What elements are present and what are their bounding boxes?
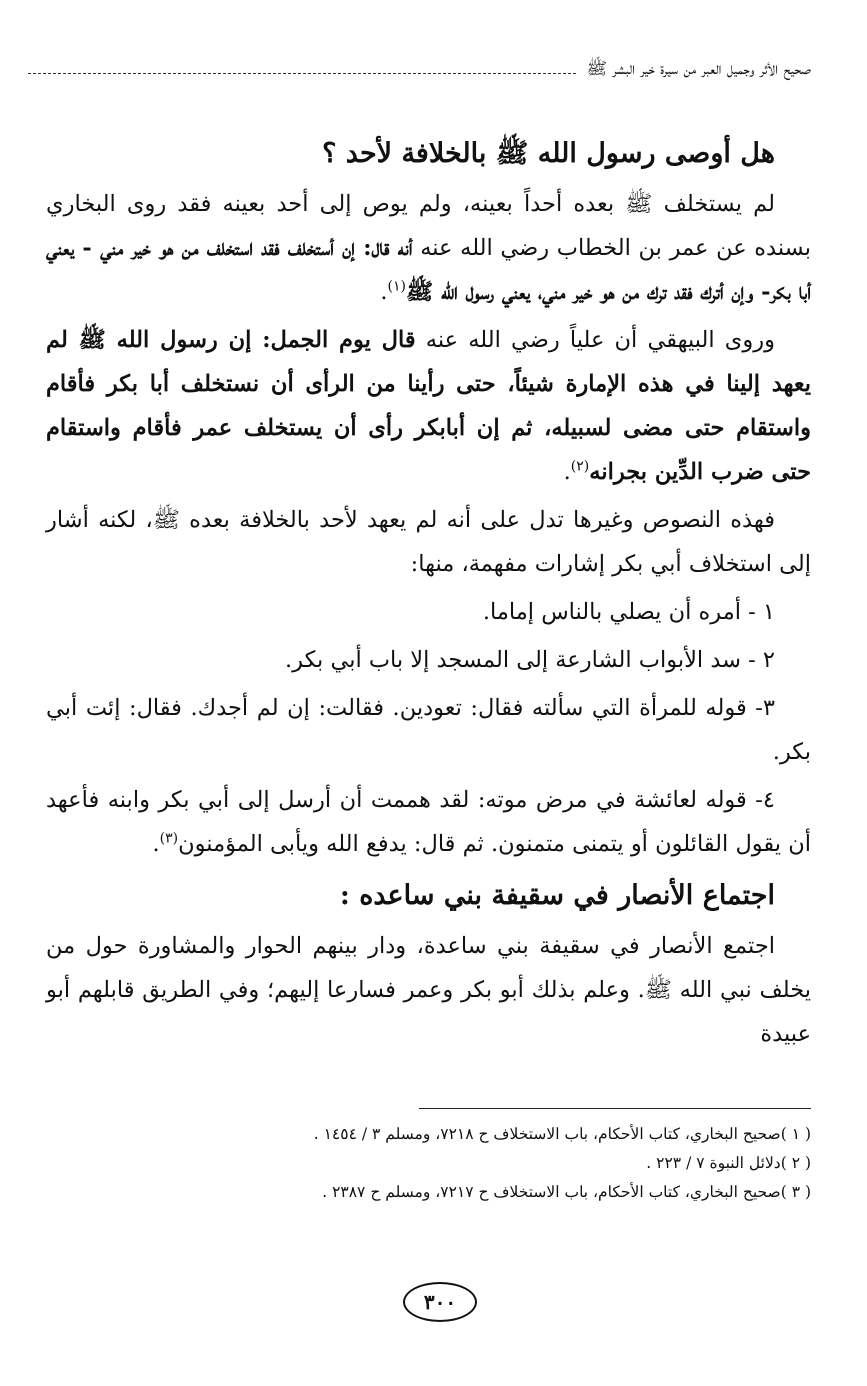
footnote-2: ( ٢ )دلائل النبوة ٧ / ٢٢٣ . xyxy=(646,1154,811,1172)
footnote-3: ( ٣ )صحيح البخاري، كتاب الأحكام، باب الاستخلاف ح ٧٢١٧، ومسلم ح ٢٣٨٧ . xyxy=(322,1183,811,1201)
paragraph-saqifa: اجتمع الأنصار في سقيفة بني ساعدة، ودار بينهم الحوار والمشاورة حول من يخلف نبي الله ﷺ. وعلم بذلك أبو بكر وعمر فسارعا إليهم؛ وفي الطريق قابلهم أبو عبيدة xyxy=(46,933,811,1047)
footnote-ref-1: (١) xyxy=(387,278,406,295)
page-number: ٣٠٠ xyxy=(403,1282,477,1322)
footnote-ref-3: (٣) xyxy=(159,830,179,847)
section-heading-saqifa: اجتماع الأنصار في سقيفة بني ساعده : xyxy=(339,880,775,911)
running-header xyxy=(28,58,811,83)
paragraph-text: وروى البيهقي أن علياً رضي الله عنه xyxy=(415,327,775,353)
list-item-end: . xyxy=(152,831,160,857)
list-item-3: ٣- قوله للمرأة التي سألته فقال: تعودين. فقالت: إن لم أجدك. فقال: إئت أبي بكر. xyxy=(46,695,811,765)
list-item-text: ٤- قوله لعائشة في مرض موته: لقد هممت أن أرسل إلى أبي بكر وابنه فأعهد أن يقول القائلون أو يتمنى متمنون. ثم قال: يدفع الله ويأبى المؤمنون xyxy=(46,787,811,857)
list-item-2: ٢ - سد الأبواب الشارعة إلى المسجد إلا باب أبي بكر. xyxy=(285,647,775,673)
paragraph-text: لم يستخلف ﷺ بعده أحداً بعينه، ولم يوص إلى أحد بعينه فقد روى البخاري بسنده عن عمر بن الخطاب رضي الله عنه xyxy=(46,191,811,261)
paragraph-end: . xyxy=(380,279,388,305)
footnote-rule xyxy=(419,1108,811,1109)
footnote-ref-2: (٢) xyxy=(570,458,590,475)
paragraph-end: . xyxy=(563,459,571,485)
paragraph-bayhaqi xyxy=(46,318,811,494)
header-rule xyxy=(28,73,576,74)
running-title: صحيح الأثر وجميل العبر من سيرة خير البشر ﷺ xyxy=(586,59,811,79)
footnotes xyxy=(46,1120,811,1207)
quote-bold: قال يوم الجمل: إن رسول الله ﷺ لم يعهد إلينا في هذه الإمارة شيئاً، حتى رأينا من الرأى أن نستخلف أبا بكر فأقام واستقام حتى مضى لسبيله، ثم إن أبابكر رأى أن يستخلف عمر فأقام واستقام حتى ضرب الدِّين بجرانه xyxy=(46,327,811,485)
quote-bold: أنه قال: إن أستخلف فقد استخلف من هو خير مني - يعني أبا بكر- وإن أترك فقد ترك من هو خير مني، يعني رسول الله ﷺ xyxy=(46,235,811,305)
main-text xyxy=(46,128,811,1060)
footnote-1: ( ١ )صحيح البخاري، كتاب الأحكام، باب الاستخلاف ح ٧٢١٨، ومسلم ٣ / ١٤٥٤ . xyxy=(313,1125,811,1143)
paragraph-bukhari xyxy=(46,182,811,314)
list-item-1: ١ - أمره أن يصلي بالناس إماما. xyxy=(482,599,775,625)
paragraph-indications: فهذه النصوص وغيرها تدل على أنه لم يعهد لأحد بالخلافة بعده ﷺ، لكنه أشار إلى استخلاف أبي بكر إشارات مفهمة، منها: xyxy=(46,507,811,577)
section-heading-succession: هل أوصى رسول الله ﷺ بالخلافة لأحد ؟ xyxy=(322,138,775,169)
list-item-4 xyxy=(46,778,811,866)
